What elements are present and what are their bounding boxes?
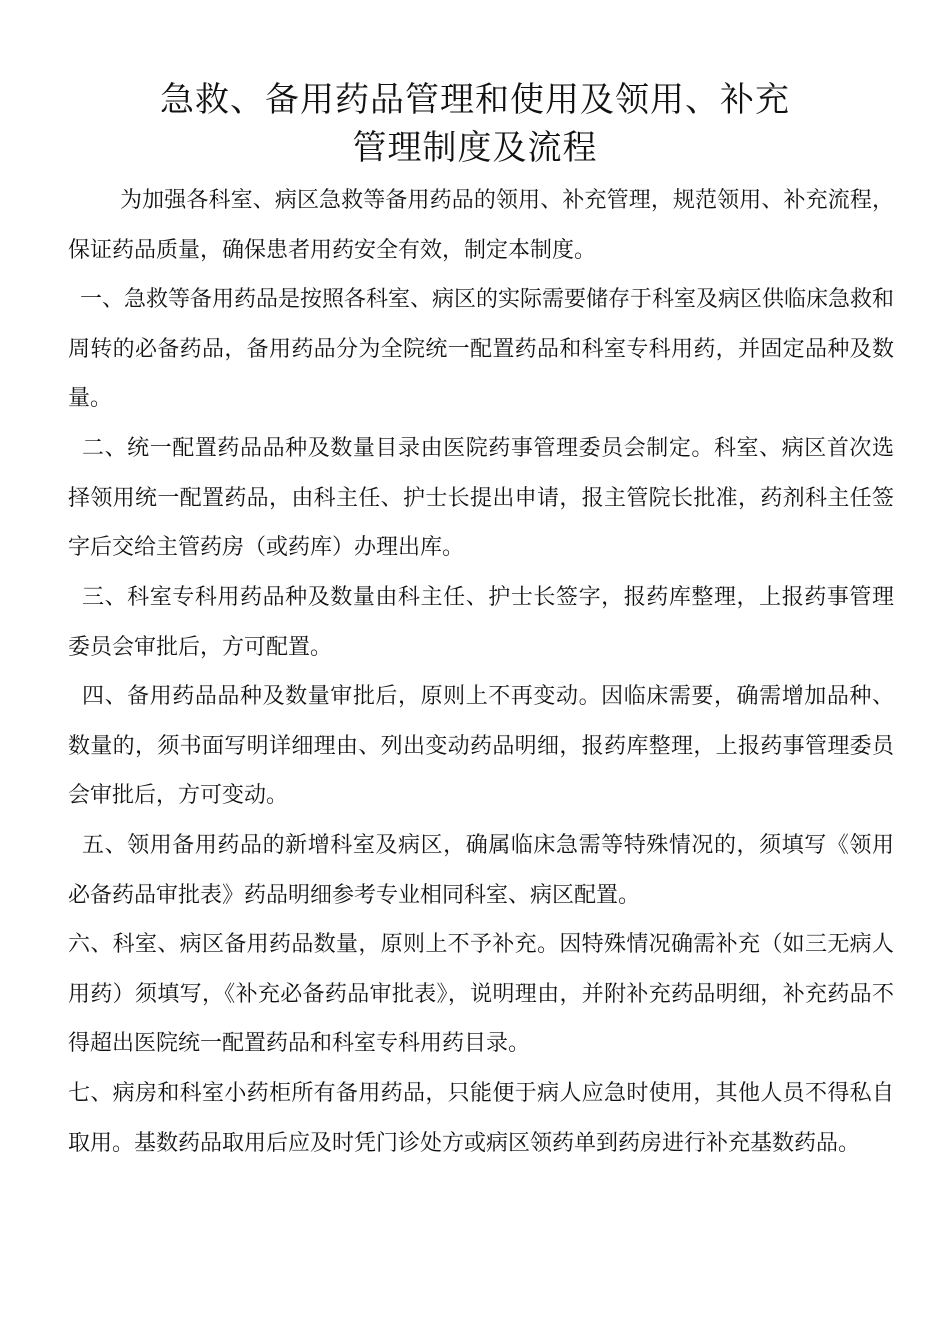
rule-paragraph-4: 四、备用药品品种及数量审批后，原则上不再变动。因临床需要，确需增加品种、数量的，须书面写明详细理由、列出变动药品明细，报药库整理，上报药事管理委员会审批后，方可变动。 (68, 684, 894, 808)
document-title-line-2: 管理制度及流程 (352, 128, 598, 168)
intro-paragraph: 为加强各科室、病区急救等备用药品的领用、补充管理，规范领用、补充流程，保证药品质量，确保患者用药安全有效，制定本制度。 (68, 188, 894, 263)
rule-paragraph-6: 六、科室、病区备用药品数量，原则上不予补充。因特殊情况确需补充（如三无病人用药）须填写，《补充必备药品审批表》，说明理由，并附补充药品明细，补充药品不得超出医院统一配置药品和科室专科用药目录。 (68, 932, 894, 1056)
rule-paragraph-1: 一、急救等备用药品是按照各科室、病区的实际需要储存于科室及病区供临床急救和周转的必备药品，备用药品分为全院统一配置药品和科室专科用药，并固定品种及数量。 (68, 287, 895, 411)
rule-paragraph-7: 七、病房和科室小药柜所有备用药品，只能便于病人应急时使用，其他人员不得私自取用。基数药品取用后应及时凭门诊处方或病区领药单到药房进行补充基数药品。 (68, 1081, 894, 1156)
rule-paragraph-3: 三、科室专科用药品种及数量由科主任、护士长签字，报药库整理，上报药事管理委员会审批后，方可配置。 (68, 585, 894, 660)
rule-paragraph-5: 五、领用备用药品的新增科室及病区，确属临床急需等特殊情况的，须填写《领用必备药品审批表》药品明细参考专业相同科室、病区配置。 (68, 833, 894, 908)
rule-paragraph-2: 二、统一配置药品品种及数量目录由医院药事管理委员会制定。科室、病区首次选择领用统一配置药品，由科主任、护士长提出申请，报主管院长批准，药剂科主任签字后交给主管药房（或药库）办理出库。 (68, 436, 894, 560)
document-title-line-1: 急救、备用药品管理和使用及领用、补充 (160, 80, 790, 120)
